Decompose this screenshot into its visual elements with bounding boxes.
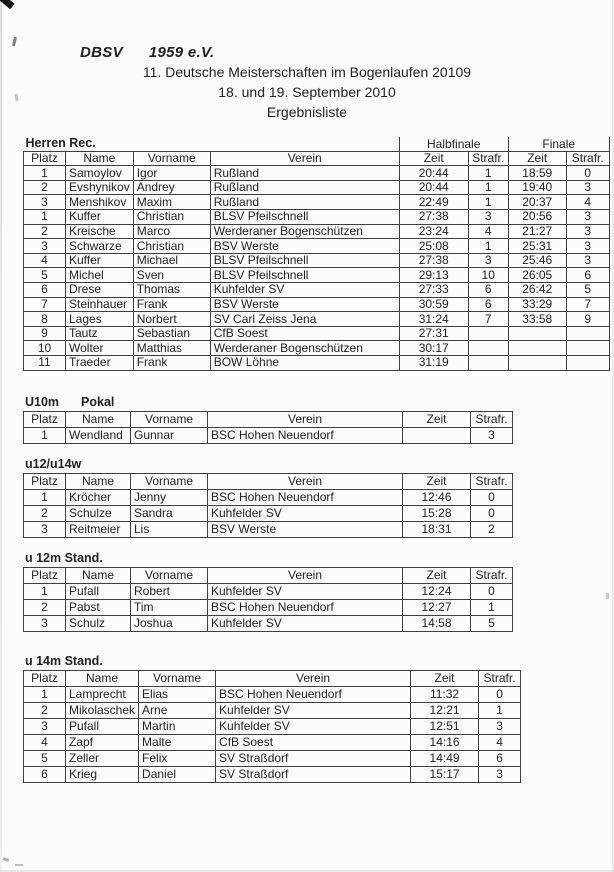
column-header-row: [24, 568, 513, 584]
result-row: [24, 600, 513, 616]
column-header-4: Zeit: [411, 671, 479, 687]
result-row: [24, 209, 610, 224]
cell-2: Robert: [131, 584, 208, 600]
cell-0: 2: [24, 506, 66, 522]
cell-2: Christian: [133, 239, 210, 254]
cell-0: 2: [24, 600, 66, 616]
cell-3: Werderaner Bogenschützen: [210, 341, 399, 356]
cell-5: 6: [479, 751, 521, 767]
cell-5: 4: [479, 735, 521, 751]
cell-1: Schwarze: [66, 239, 134, 254]
result-row: [24, 312, 610, 327]
category-section: [23, 654, 521, 783]
cell-1: Schulz: [66, 616, 131, 632]
category-title: [23, 654, 521, 670]
cell-6: 18:59: [508, 166, 566, 181]
cell-6: 20:37: [508, 195, 566, 210]
scan-artifact: [15, 864, 23, 866]
cell-1: Zapf: [66, 735, 139, 751]
result-row: [24, 506, 513, 522]
cell-7: [566, 326, 609, 341]
cell-3: BSV Werste: [208, 522, 403, 538]
cell-3: Kuhfelder SV: [208, 584, 403, 600]
cell-7: [566, 341, 609, 356]
cell-0: 1: [24, 584, 66, 600]
result-row: [24, 224, 610, 239]
column-header-row: [24, 412, 513, 428]
column-header-1: Name: [66, 474, 131, 490]
cell-2: Joshua: [131, 616, 208, 632]
cell-2: Jenny: [131, 490, 208, 506]
category-title: [23, 457, 513, 473]
category-title-main: U10m: [25, 395, 60, 409]
cell-6: 25:31: [508, 239, 566, 254]
cell-0: 11: [24, 355, 66, 370]
cell-3: CfB Soest: [210, 326, 399, 341]
cell-4: 29:13: [399, 268, 468, 283]
result-row: [24, 719, 521, 735]
cell-3: BLSV Pfeilschnell: [210, 268, 399, 283]
cell-5: 6: [468, 282, 508, 297]
cell-1: Traeder: [66, 355, 134, 370]
result-row: [24, 282, 610, 297]
cell-4: 11:32: [411, 687, 479, 703]
results-table: [23, 473, 513, 538]
cell-7: 3: [566, 224, 609, 239]
cell-1: Kuffer: [66, 209, 134, 224]
column-header-row: [24, 474, 513, 490]
cell-1: Reitmeier: [66, 522, 131, 538]
cell-3: Kuhfelder SV: [216, 703, 411, 719]
cell-4: 14:58: [403, 616, 471, 632]
cell-4: 23:24: [399, 224, 468, 239]
org-suffix: 1959 e.V.: [148, 44, 215, 61]
category-subtitle: Pokal: [81, 395, 115, 409]
cell-2: Tim: [131, 600, 208, 616]
cell-2: Arne: [139, 703, 216, 719]
cell-1: Lages: [66, 312, 134, 327]
cell-7: 4: [566, 195, 609, 210]
org-name: DBSV: [80, 44, 123, 61]
cell-2: Thomas: [133, 282, 210, 297]
cell-0: 3: [24, 239, 66, 254]
column-header-3: Verein: [216, 671, 411, 687]
result-row: [24, 326, 610, 341]
cell-2: Frank: [133, 297, 210, 312]
cell-7: 3: [566, 239, 609, 254]
cell-4: 12:24: [403, 584, 471, 600]
column-header-3: Verein: [208, 412, 403, 428]
cell-4: 14:16: [411, 735, 479, 751]
cell-6: [508, 355, 566, 370]
cell-2: Malte: [139, 735, 216, 751]
column-header-0: Platz: [24, 671, 66, 687]
cell-5: 3: [468, 209, 508, 224]
cell-3: CfB Soest: [216, 735, 411, 751]
cell-7: 3: [566, 253, 609, 268]
cell-0: 2: [24, 703, 66, 719]
scan-artifact: [12, 37, 17, 46]
cell-2: Daniel: [139, 767, 216, 783]
column-header-4: Zeit: [403, 474, 471, 490]
column-header-0: Platz: [24, 568, 66, 584]
cell-0: 1: [24, 490, 66, 506]
cell-4: [403, 428, 471, 444]
cell-7: 9: [566, 312, 609, 327]
result-row: [24, 166, 610, 181]
cell-3: BSC Hohen Neuendorf: [208, 428, 403, 444]
cell-0: 4: [24, 735, 66, 751]
cell-0: 3: [24, 195, 66, 210]
cell-1: Kröcher: [66, 490, 131, 506]
cell-0: 2: [24, 180, 66, 195]
cell-3: Werderaner Bogenschützen: [210, 224, 399, 239]
cell-5: 1: [471, 600, 513, 616]
cell-4: 12:46: [403, 490, 471, 506]
cell-6: [508, 326, 566, 341]
cell-6: 25:46: [508, 253, 566, 268]
result-row: [24, 616, 513, 632]
cell-3: SV Straßdorf: [216, 767, 411, 783]
cell-0: 1: [24, 428, 66, 444]
cell-1: Menshikov: [66, 195, 134, 210]
result-row: [24, 239, 610, 254]
column-header-5: Strafr.: [468, 151, 508, 166]
column-header-7: Strafr.: [566, 151, 609, 166]
cell-2: Martin: [139, 719, 216, 735]
results-table: [23, 411, 513, 444]
cell-5: 3: [479, 767, 521, 783]
cell-5: 3: [471, 428, 513, 444]
column-header-4: Zeit: [403, 568, 471, 584]
result-row: [24, 584, 513, 600]
cell-2: Sven: [133, 268, 210, 283]
result-row: [24, 341, 610, 356]
cell-7: 3: [566, 180, 609, 195]
cell-3: BLSV Pfeilschnell: [210, 209, 399, 224]
cell-4: 20:44: [399, 166, 468, 181]
cell-1: Samoylov: [66, 166, 134, 181]
cell-0: 3: [24, 719, 66, 735]
result-row: [24, 297, 610, 312]
cell-5: 1: [468, 166, 508, 181]
cell-2: Michael: [133, 253, 210, 268]
cell-5: 1: [468, 239, 508, 254]
cell-5: 4: [468, 224, 508, 239]
column-header-1: Name: [66, 568, 131, 584]
column-header-0: Platz: [24, 412, 66, 428]
cell-0: 5: [24, 751, 66, 767]
category-title-main: u12/u14w: [25, 457, 82, 471]
cell-5: 2: [471, 522, 513, 538]
cell-7: [566, 355, 609, 370]
cell-2: Maxim: [133, 195, 210, 210]
cell-1: Mikolaschek: [66, 703, 139, 719]
cell-3: SV Straßdorf: [216, 751, 411, 767]
cell-6: 33:58: [508, 312, 566, 327]
cell-0: 3: [24, 616, 66, 632]
cell-4: 14:49: [411, 751, 479, 767]
cell-0: 2: [24, 224, 66, 239]
cell-1: Wolter: [66, 341, 134, 356]
cell-0: 3: [24, 522, 66, 538]
cell-5: 1: [479, 703, 521, 719]
cell-3: BSV Werste: [210, 239, 399, 254]
cell-2: Sebastian: [133, 326, 210, 341]
result-row: [24, 751, 521, 767]
group-header-halbfinale: Halbfinale: [399, 137, 508, 151]
column-header-2: Vorname: [131, 568, 208, 584]
cell-7: 7: [566, 297, 609, 312]
column-header-5: Strafr.: [479, 671, 521, 687]
cell-1: Schulze: [66, 506, 131, 522]
cell-0: 9: [24, 326, 66, 341]
org-title: [80, 44, 214, 61]
cell-4: 22:49: [399, 195, 468, 210]
event-date: 18. und 19. September 2010: [218, 84, 396, 100]
cell-1: Wendland: [66, 428, 131, 444]
result-row: [24, 268, 610, 283]
results-table-herren-rec: [23, 137, 610, 371]
column-header-row: [24, 671, 521, 687]
cell-6: 26:42: [508, 282, 566, 297]
cell-4: 27:31: [399, 326, 468, 341]
cell-0: 1: [24, 166, 66, 181]
cell-5: [468, 341, 508, 356]
column-header-3: Verein: [210, 151, 399, 166]
section-title: Herren Rec.: [25, 137, 96, 151]
cell-4: 12:21: [411, 703, 479, 719]
column-header-5: Strafr.: [471, 568, 513, 584]
cell-7: 5: [566, 282, 609, 297]
cell-4: 12:51: [411, 719, 479, 735]
cell-7: 3: [566, 209, 609, 224]
result-row: [24, 355, 610, 370]
cell-2: Marco: [133, 224, 210, 239]
cell-2: Frank: [133, 355, 210, 370]
cell-4: 30:17: [399, 341, 468, 356]
cell-2: Sandra: [131, 506, 208, 522]
column-header-2: Vorname: [131, 474, 208, 490]
result-row: [24, 522, 513, 538]
cell-3: Kuhfelder SV: [208, 506, 403, 522]
cell-0: 6: [24, 767, 66, 783]
column-header-3: Verein: [208, 568, 403, 584]
column-header-1: Name: [66, 671, 139, 687]
cell-7: 0: [566, 166, 609, 181]
cell-4: 15:28: [403, 506, 471, 522]
category-section: [23, 551, 513, 632]
cell-5: 1: [468, 195, 508, 210]
scan-edge-left: [0, 0, 2, 872]
cell-0: 5: [24, 268, 66, 283]
cell-1: Evshynikov: [66, 180, 134, 195]
category-title-main: u 14m Stand.: [25, 654, 103, 668]
cell-1: Pufall: [66, 719, 139, 735]
column-header-0: Platz: [24, 151, 66, 166]
result-row: [24, 703, 521, 719]
column-header-6: Zeit: [508, 151, 566, 166]
column-header-1: Name: [66, 151, 134, 166]
cell-3: Rußland: [210, 166, 399, 181]
cell-3: Rußland: [210, 180, 399, 195]
cell-3: BLSV Pfeilschnell: [210, 253, 399, 268]
cell-5: 6: [468, 297, 508, 312]
cell-2: Matthias: [133, 341, 210, 356]
cell-1: Kuffer: [66, 253, 134, 268]
cell-6: 26:05: [508, 268, 566, 283]
list-title: Ergebnisliste: [266, 104, 348, 120]
cell-0: 4: [24, 253, 66, 268]
cell-1: Tautz: [66, 326, 134, 341]
scan-artifact: [3, 857, 10, 862]
cell-4: 31:24: [399, 312, 468, 327]
result-row: [24, 490, 513, 506]
cell-2: Norbert: [133, 312, 210, 327]
cell-0: 1: [24, 209, 66, 224]
category-title: [23, 551, 513, 567]
cell-4: 30:59: [399, 297, 468, 312]
column-header-2: Vorname: [133, 151, 210, 166]
cell-4: 27:38: [399, 253, 468, 268]
results-table: [23, 567, 513, 632]
cell-5: 3: [479, 719, 521, 735]
result-row: [24, 253, 610, 268]
cell-1: Krieg: [66, 767, 139, 783]
result-row: [24, 735, 521, 751]
column-header-2: Vorname: [139, 671, 216, 687]
cell-5: 10: [468, 268, 508, 283]
cell-0: 6: [24, 282, 66, 297]
cell-3: Kuhfelder SV: [210, 282, 399, 297]
cell-5: 0: [471, 584, 513, 600]
column-header-4: Zeit: [403, 412, 471, 428]
column-header-5: Strafr.: [471, 412, 513, 428]
result-row: [24, 428, 513, 444]
cell-4: 12:27: [403, 600, 471, 616]
event-title: 11. Deutsche Meisterschaften im Bogenlaufen 20109: [142, 64, 472, 80]
column-header-4: Zeit: [399, 151, 468, 166]
cell-3: SV Carl Zeiss Jena: [210, 312, 399, 327]
cell-7: 6: [566, 268, 609, 283]
cell-3: Rußland: [210, 195, 399, 210]
cell-2: Lis: [131, 522, 208, 538]
cell-6: 20:56: [508, 209, 566, 224]
column-header-3: Verein: [208, 474, 403, 490]
cell-1: Kreische: [66, 224, 134, 239]
cell-0: 1: [24, 687, 66, 703]
cell-6: 21:27: [508, 224, 566, 239]
result-row: [24, 687, 521, 703]
cell-3: Kuhfelder SV: [216, 719, 411, 735]
column-header-row: [24, 151, 610, 166]
column-header-2: Vorname: [131, 412, 208, 428]
results-table: [23, 670, 521, 783]
cell-1: Pabst: [66, 600, 131, 616]
scan-artifact: [0, 0, 15, 9]
cell-1: Lamprecht: [66, 687, 139, 703]
group-header-finale: Finale: [508, 137, 609, 151]
cell-4: 31:19: [399, 355, 468, 370]
cell-4: 27:33: [399, 282, 468, 297]
column-header-1: Name: [66, 412, 131, 428]
herren-rec-section: [23, 137, 610, 371]
cell-5: 0: [471, 506, 513, 522]
group-header-row: [24, 137, 610, 151]
cell-4: 20:44: [399, 180, 468, 195]
category-section: [23, 457, 513, 538]
cell-5: 7: [468, 312, 508, 327]
cell-5: 0: [471, 490, 513, 506]
cell-2: Felix: [139, 751, 216, 767]
cell-4: 27:38: [399, 209, 468, 224]
cell-2: Elias: [139, 687, 216, 703]
cell-3: BOW Löhne: [210, 355, 399, 370]
result-row: [24, 195, 610, 210]
cell-6: [508, 341, 566, 356]
category-title-main: u 12m Stand.: [25, 551, 103, 565]
cell-4: 15:17: [411, 767, 479, 783]
cell-1: Pufall: [66, 584, 131, 600]
cell-5: 3: [468, 253, 508, 268]
scan-artifact: [606, 593, 609, 599]
cell-2: Christian: [133, 209, 210, 224]
cell-3: Kuhfelder SV: [208, 616, 403, 632]
result-row: [24, 180, 610, 195]
column-header-0: Platz: [24, 474, 66, 490]
column-header-5: Strafr.: [471, 474, 513, 490]
cell-5: 0: [479, 687, 521, 703]
cell-6: 19:40: [508, 180, 566, 195]
cell-2: Igor: [133, 166, 210, 181]
cell-0: 7: [24, 297, 66, 312]
cell-3: BSC Hohen Neuendorf: [216, 687, 411, 703]
category-section: [23, 395, 513, 444]
cell-6: 33:29: [508, 297, 566, 312]
cell-0: 10: [24, 341, 66, 356]
cell-4: 25:08: [399, 239, 468, 254]
cell-1: Drese: [66, 282, 134, 297]
cell-5: [468, 355, 508, 370]
cell-5: [468, 326, 508, 341]
cell-4: 18:31: [403, 522, 471, 538]
cell-2: Gunnar: [131, 428, 208, 444]
cell-3: BSC Hohen Neuendorf: [208, 490, 403, 506]
cell-5: 5: [471, 616, 513, 632]
cell-0: 8: [24, 312, 66, 327]
result-row: [24, 767, 521, 783]
cell-1: Steinhauer: [66, 297, 134, 312]
cell-2: Andrey: [133, 180, 210, 195]
cell-3: BSC Hohen Neuendorf: [208, 600, 403, 616]
category-title: [23, 395, 513, 411]
cell-1: Michel: [66, 268, 134, 283]
cell-3: BSV Werste: [210, 297, 399, 312]
cell-1: Zeller: [66, 751, 139, 767]
cell-5: 1: [468, 180, 508, 195]
